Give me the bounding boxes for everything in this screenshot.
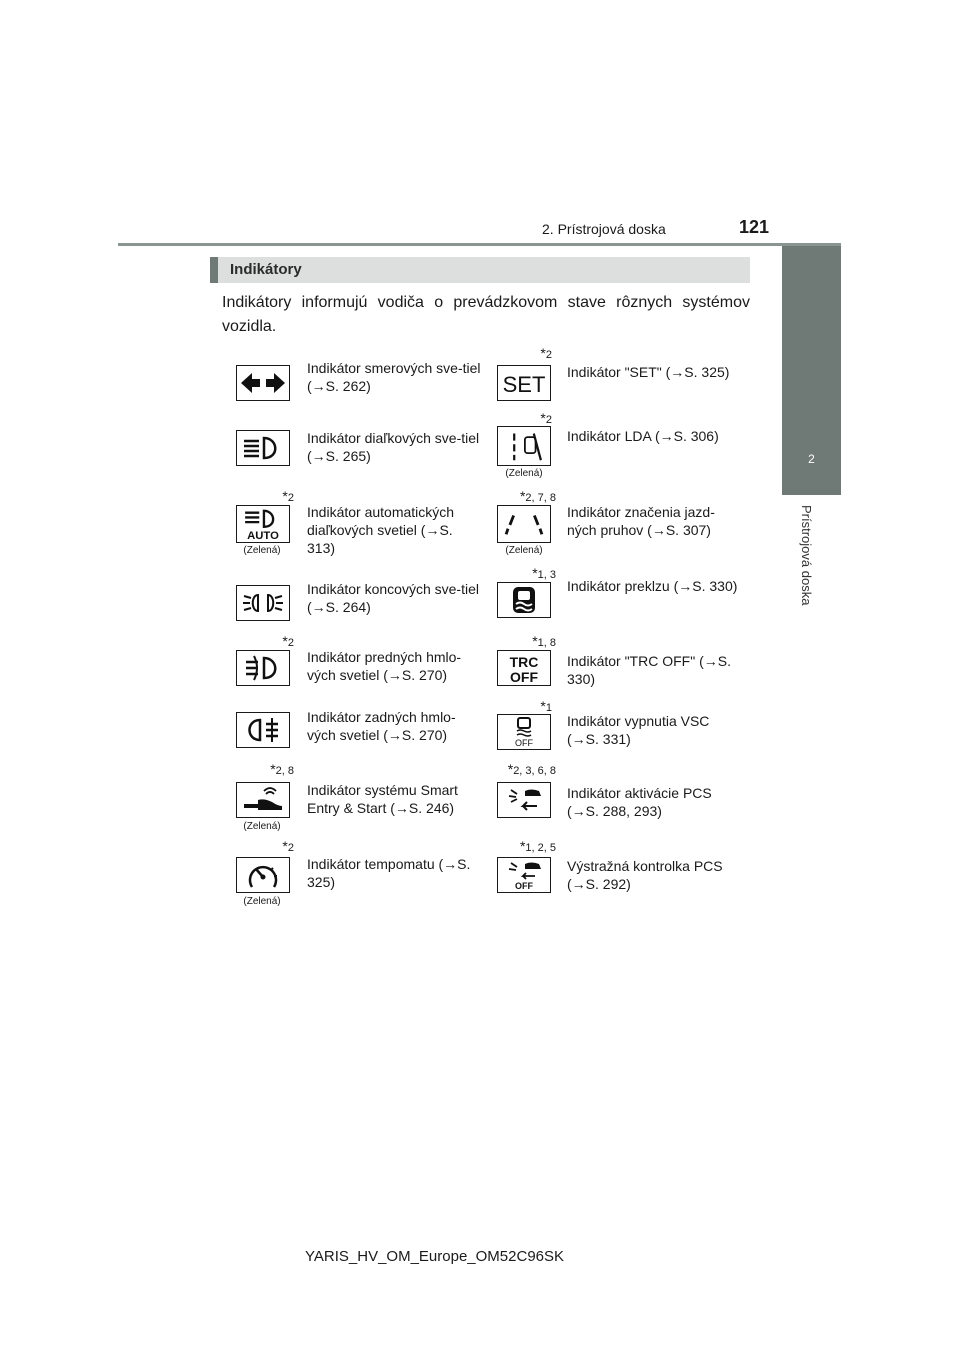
indicator-desc: Indikátor značenia jazd-ných pruhov (→S. 307) [567,504,715,538]
side-tab-label: Prístrojová doska [799,505,814,606]
page-number: 121 [739,217,770,237]
footnote-mark: *2, 3, 6, 8 [507,761,556,777]
vsc-off-icon [497,714,551,750]
indicator-desc: Indikátor diaľkových sve-tiel (→S. 265) [307,430,480,464]
auto-high-beam-icon [236,505,290,543]
footnote-mark: *2 [540,345,552,361]
indicator-desc: Indikátor "SET" (→S. 325) [567,364,730,380]
svg-text:SET: SET [502,372,546,397]
indicator-desc: Indikátor aktivácie PCS (→S. 288, 293) [567,785,712,819]
indicator-desc: Indikátor automatických diaľkových svetiel (→S. 313) [307,504,455,556]
indicator-desc: Indikátor LDA (→S. 306) [567,428,719,444]
footnote-mark: *1, 3 [532,565,556,581]
rear-fog-icon [236,712,290,748]
svg-text:OFF: OFF [515,881,533,891]
svg-text:AUTO: AUTO [247,530,279,540]
smart-key-icon [236,782,290,818]
footnote-mark: *2, 7, 8 [519,488,556,504]
header-rule [118,243,841,246]
green-label: (Zelená) [243,896,281,907]
indicator-desc: Indikátor smerových sve-tiel (→S. 262) [307,360,481,394]
indicator-desc: Indikátor systému Smart Entry & Start (→S. 246) [307,782,458,816]
set-text-icon [497,365,551,401]
svg-text:OFF: OFF [515,738,533,748]
side-tab[interactable]: 2 [782,435,841,495]
footnote-mark: *2 [282,633,294,649]
indicator-desc: Indikátor vypnutia VSC (→S. 331) [567,713,710,747]
turn-signal-arrows-icon [236,365,290,401]
footnote-mark: *2 [282,838,294,854]
section-heading [210,257,750,283]
page-header-section: 2. Prístrojová doska [542,221,666,237]
footnote-mark: *2, 8 [270,761,294,777]
green-label: (Zelená) [243,821,281,832]
green-label: (Zelená) [505,468,543,479]
pcs-off-icon [497,857,551,893]
indicator-desc: Indikátor predných hmlo-vých svetiel (→S. 270) [307,649,462,683]
trc-off-icon [497,650,551,686]
footnote-mark: *1, 8 [532,633,556,649]
indicator-desc: Indikátor tempomatu (→S. 325) [307,856,471,890]
green-label: (Zelená) [243,545,281,556]
tail-light-icon [236,585,290,621]
lda-lane-icon [497,426,551,466]
cruise-control-icon [236,857,290,893]
front-fog-icon [236,650,290,686]
footnote-mark: *2 [282,488,294,504]
lane-markings-icon [497,505,551,543]
green-label: (Zelená) [505,545,543,556]
indicator-desc: Indikátor "TRC OFF" (→S. 330) [567,653,731,687]
indicator-desc: Indikátor koncových sve-tiel (→S. 264) [307,581,479,615]
section-title: Indikátory [230,261,302,278]
footnote-mark: *1, 2, 5 [519,838,556,854]
indicator-desc: Indikátor preklzu (→S. 330) [567,578,738,594]
section-intro: Indikátory informujú vodiča o prevádzkovom stave rôznych systémov vozidla. [222,294,750,335]
pcs-active-icon [497,782,551,818]
high-beam-icon [236,430,290,466]
footnote-mark: *2 [540,410,552,426]
side-rule [782,246,841,435]
page-footer: YARIS_HV_OM_Europe_OM52C96SK [305,1248,565,1265]
svg-text:TRC: TRC [509,654,539,670]
footnote-mark: *1 [540,698,552,714]
slip-indicator-icon [497,582,551,618]
svg-text:OFF: OFF [510,669,538,684]
indicator-desc: Výstražná kontrolka PCS (→S. 292) [567,858,723,892]
indicator-desc: Indikátor zadných hmlo-vých svetiel (→S. 270) [307,709,456,743]
